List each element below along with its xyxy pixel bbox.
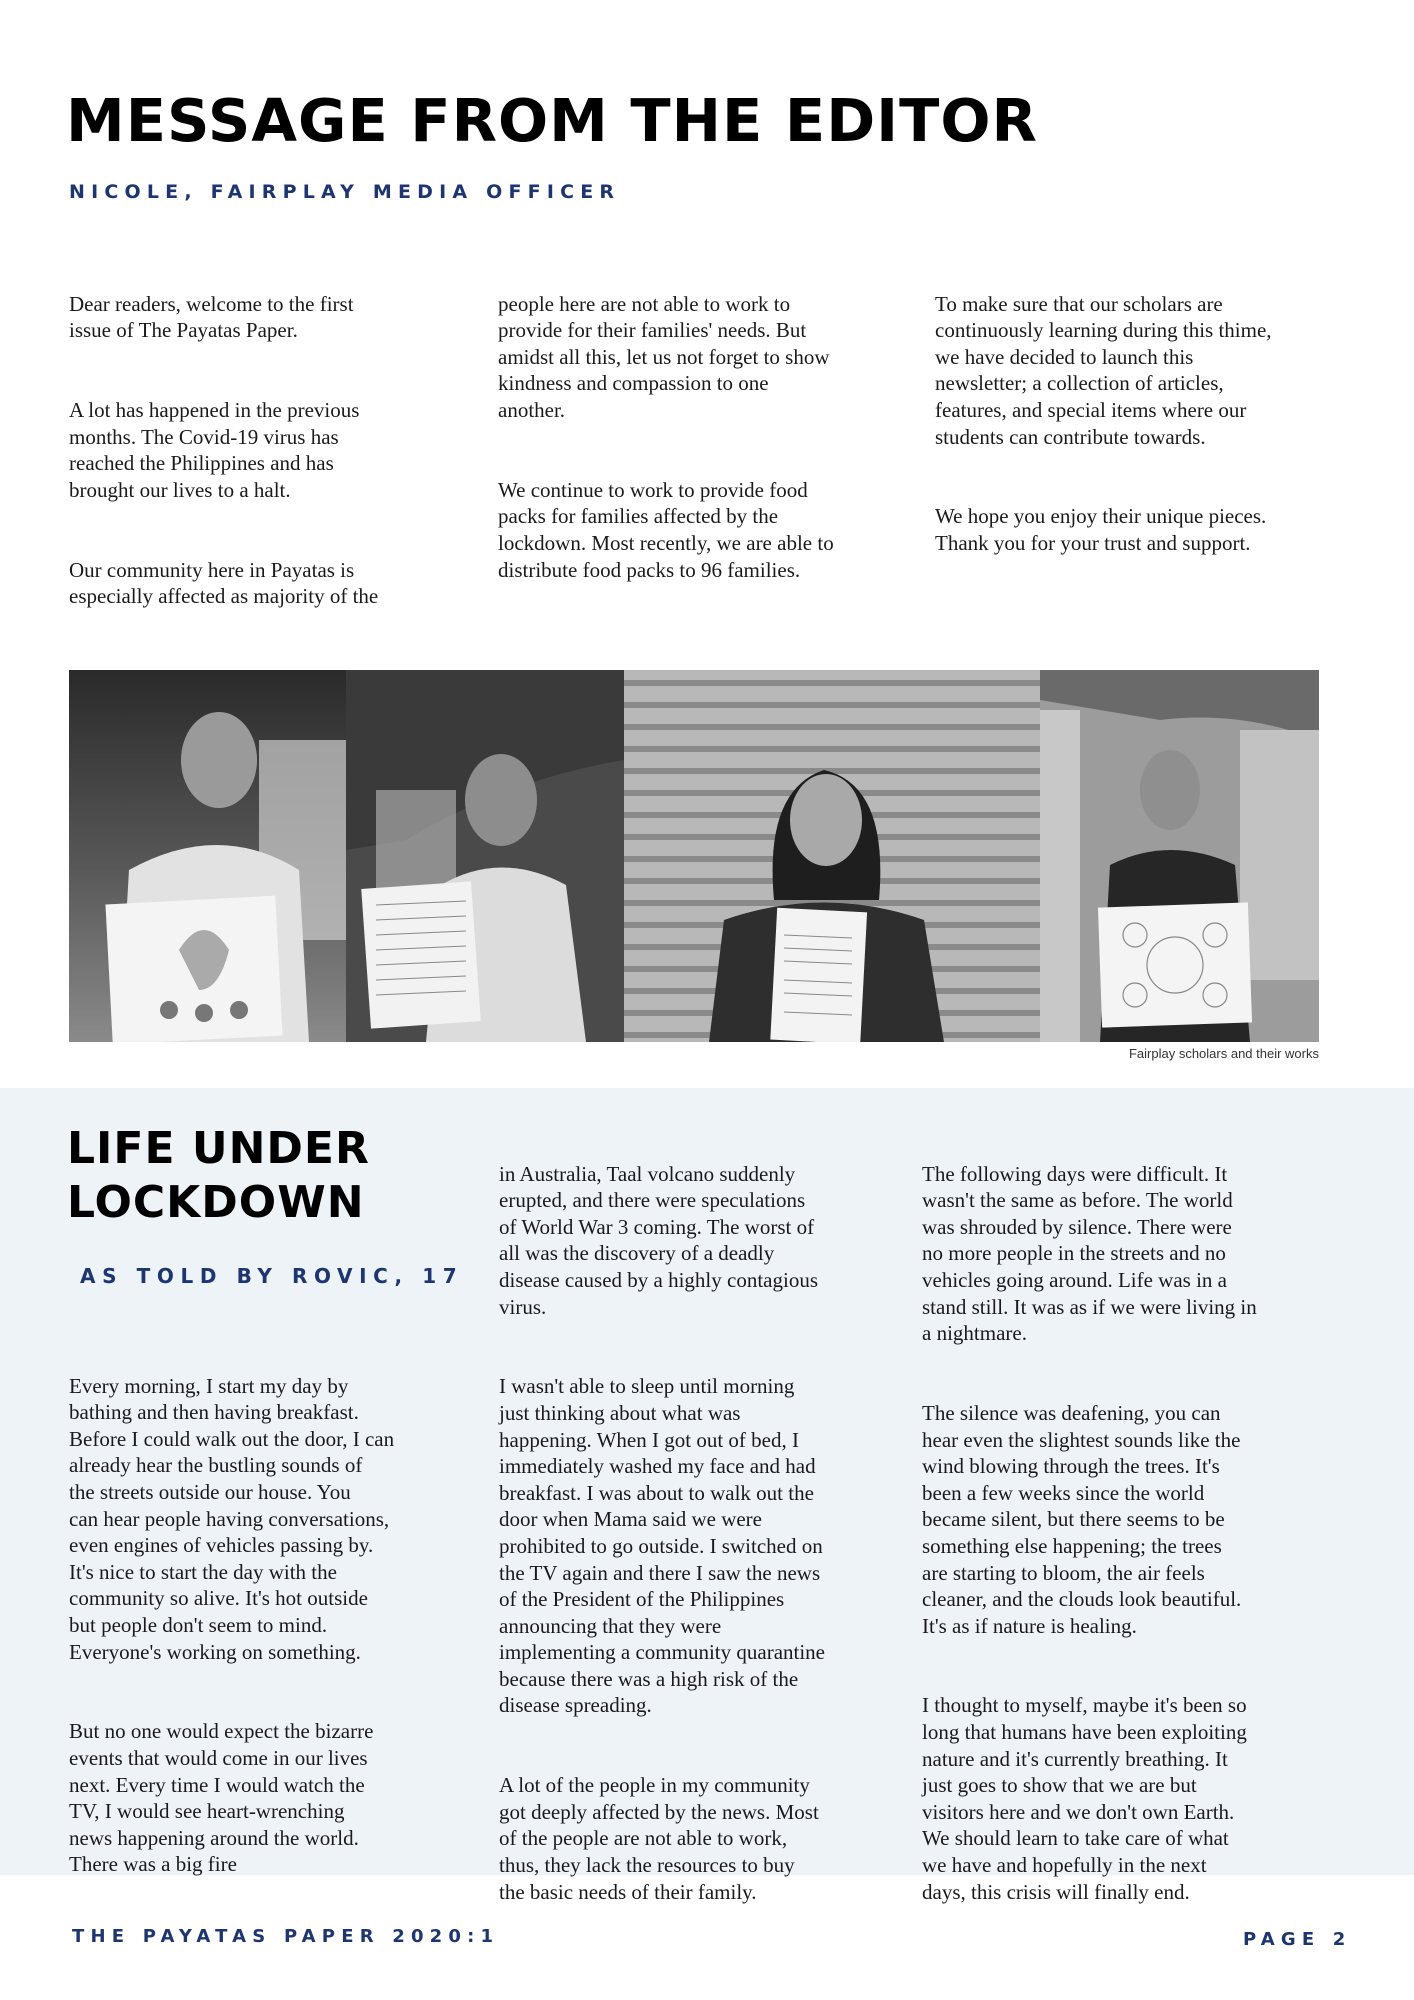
paragraph: A lot of the people in my community got deeply affected by the news. Most of the people are not able to work, thus, they lack the resources to buy the basic needs of their family. bbox=[499, 1773, 819, 1904]
footer-publication: THE PAYATAS PAPER 2020:1 bbox=[72, 1926, 500, 1947]
scholar-photo-2 bbox=[346, 670, 624, 1042]
photo-illustration bbox=[69, 670, 346, 1042]
section-title-line-2: LOCKDOWN bbox=[67, 1177, 365, 1228]
photo-caption: Fairplay scholars and their works bbox=[1128, 1046, 1319, 1061]
scholar-photo-3 bbox=[624, 670, 1040, 1042]
paragraph: To make sure that our scholars are continuously learning during this thime, we have decided to launch this newsletter; a collection of articles, features, and special items where our students can contribute towards. bbox=[935, 291, 1272, 449]
paragraph: Every morning, I start my day by bathing and then having breakfast. Before I could walk out the door, I can already hear the bustling sounds of the streets outside our house. You can hear people having conversations, even engines of vehicles passing by. It's nice to start the day with the community so alive. It's hot outside but people don't seem to mind. Everyone's working on something. bbox=[69, 1373, 395, 1664]
editor-column-2 bbox=[498, 264, 908, 610]
paragraph: The following days were difficult. It wasn't the same as before. The world was shrouded by silence. There were no more people in the streets and no vehicles going around. Life was in a stand still. It was as if we were living in a nightmare. bbox=[922, 1161, 1257, 1346]
scholar-photo-4 bbox=[1040, 670, 1319, 1042]
photo-strip bbox=[69, 670, 1319, 1042]
photo-illustration bbox=[624, 670, 1040, 1042]
paragraph: people here are not able to work to provide for their families' needs. But amidst all this, let us not forget to show kindness and compassion to one another. bbox=[498, 291, 830, 422]
paragraph: But no one would expect the bizarre events that would come in our lives next. Every time I would watch the TV, I would see heart-wrenching news happening around the world. There was a big fire bbox=[69, 1719, 374, 1877]
page-title: MESSAGE FROM THE EDITOR bbox=[66, 86, 1038, 155]
section-title-line-1: LIFE UNDER bbox=[67, 1123, 370, 1174]
story-column-1 bbox=[69, 1346, 479, 1904]
page-number: PAGE 2 bbox=[1243, 1929, 1352, 1950]
photo-illustration bbox=[346, 670, 624, 1042]
paragraph: The silence was deafening, you can hear even the slightest sounds like the wind blowing through the trees. It's been a few weeks since the world became silent, but there seems to be something else happening; the trees are starting to bloom, the air feels cleaner, and the clouds look beautiful. It's as if nature is healing. bbox=[922, 1400, 1242, 1638]
section-title bbox=[67, 1122, 370, 1230]
paragraph: A lot has happened in the previous months. The Covid-19 virus has reached the Philippines and has brought our lives to a halt. bbox=[69, 397, 360, 502]
paragraph: in Australia, Taal volcano suddenly erupted, and there were speculations of World War 3 coming. The worst of all was the discovery of a deadly disease caused by a highly contagious virus. bbox=[499, 1161, 818, 1319]
photo-illustration bbox=[1040, 670, 1319, 1042]
scholar-photo-1 bbox=[69, 670, 346, 1042]
paragraph: I thought to myself, maybe it's been so long that humans have been exploiting nature and it's currently breathing. It just goes to show that we are but visitors here and we don't own Earth. We should learn to take care of what we have and hopefully in the next days, this crisis will finally end. bbox=[922, 1693, 1247, 1904]
paragraph: Our community here in Payatas is especially affected as majority of the bbox=[69, 557, 379, 609]
story-column-3 bbox=[922, 1134, 1332, 1932]
editor-column-1 bbox=[69, 264, 469, 636]
section-byline: AS TOLD BY ROVIC, 17 bbox=[80, 1264, 464, 1288]
paragraph: Dear readers, welcome to the first issue of The Payatas Paper. bbox=[69, 291, 354, 343]
paragraph: I wasn't able to sleep until morning just thinking about what was happening. When I got out of bed, I immediately washed my face and had breakfast. I was about to walk out the door when Mama said we were prohibited to go outside. I switched on the TV again and there I saw the news of the President of the Philippines announcing that they were implementing a community quarantine because there was a high risk of the disease spreading. bbox=[499, 1374, 826, 1718]
story-column-2 bbox=[499, 1134, 899, 1932]
editor-byline: NICOLE, FAIRPLAY MEDIA OFFICER bbox=[69, 181, 621, 203]
paragraph: We continue to work to provide food packs for families affected by the lockdown. Most recently, we are able to distribute food packs to 96 families. bbox=[498, 477, 834, 582]
editor-column-3 bbox=[935, 264, 1355, 583]
paragraph: We hope you enjoy their unique pieces. Thank you for your trust and support. bbox=[935, 504, 1267, 555]
